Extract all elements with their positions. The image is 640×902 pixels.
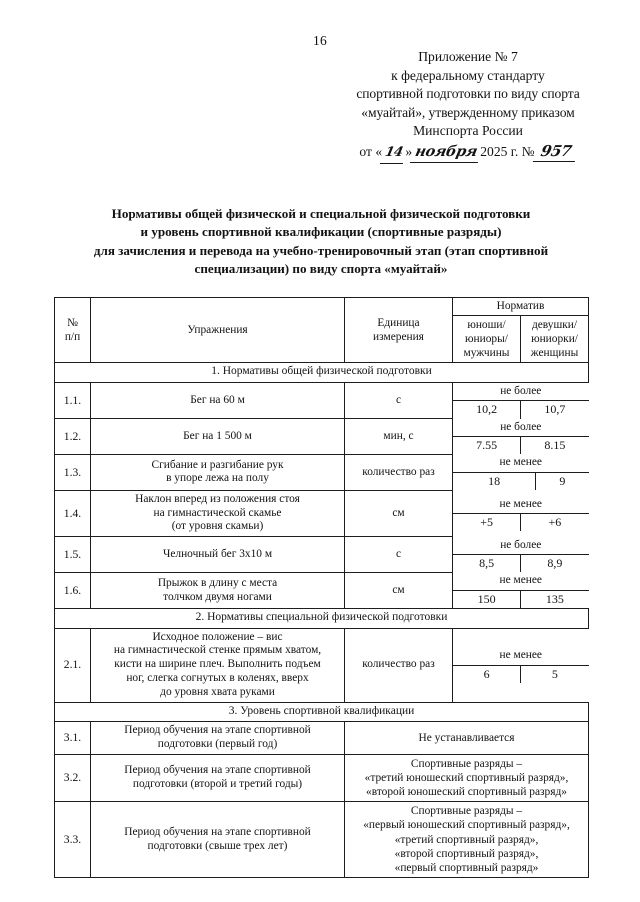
header-norm: Норматив	[453, 298, 589, 316]
table-body	[55, 363, 589, 878]
row-comparator: не менее	[453, 496, 589, 514]
page-number: 16	[313, 33, 327, 48]
row-unit: мин, с	[345, 419, 453, 455]
appendix-reference-block	[318, 48, 618, 164]
header-number-line-1: №	[67, 317, 78, 330]
table-header-row	[55, 298, 589, 316]
row-norm-cell	[453, 628, 589, 702]
title-line-2: и уровень спортивной квалификации (спортивные разряды)	[140, 224, 502, 240]
header-unit-line-1: Единица	[377, 317, 420, 330]
qualification-line-2: «третий юношеский спортивный разряд»,	[364, 771, 569, 784]
row-number: 3.2.	[55, 754, 91, 802]
row-number: 1.1.	[55, 382, 91, 418]
row-value-female: +6	[548, 514, 562, 529]
table-row	[55, 490, 589, 536]
qualification-line-3: «третий спортивный разряд»,	[394, 833, 539, 846]
exercise-line-1: Период обучения на этапе спортивной	[124, 724, 311, 737]
row-exercise	[91, 537, 345, 573]
section-heading-row	[55, 363, 589, 382]
row-value-male: 7.55	[453, 437, 521, 455]
title-line-4: специализации) по виду спорта «муайтай»	[194, 261, 448, 277]
row-norm-cell	[453, 454, 589, 490]
header-male-line-3: мужчины	[463, 347, 510, 360]
row-qualification	[345, 802, 589, 878]
exercise-line-2: на гимнастической стенке прямым хватом,	[113, 644, 322, 657]
row-number: 1.5.	[55, 537, 91, 573]
qualification-line-1: Спортивные разряды –	[410, 757, 523, 770]
appendix-line-1: Приложение № 7	[418, 49, 518, 64]
row-exercise	[91, 419, 345, 455]
row-comparator: не менее	[453, 454, 589, 472]
row-number: 3.1.	[55, 722, 91, 755]
qualification-line-3: «второй юношеский спортивный разряд»	[366, 786, 567, 799]
row-value-male: +5	[453, 513, 521, 531]
exercise-line-2: толчком двумя ногами	[163, 590, 272, 603]
exercise-line-1: Прыжок в длину с места	[157, 576, 278, 589]
header-female-group	[521, 316, 589, 363]
exercise-line-1: Бег на 60 м	[190, 393, 245, 406]
section-heading: 2. Нормативы специальной физической подготовки	[55, 609, 589, 628]
document-title	[56, 205, 586, 279]
row-exercise	[91, 802, 345, 878]
row-number: 1.4.	[55, 490, 91, 536]
row-exercise	[91, 722, 345, 755]
row-number: 3.3.	[55, 802, 91, 878]
header-unit-line-2: измерения	[373, 331, 424, 344]
appendix-line-2: к федеральному стандарту	[391, 67, 545, 83]
row-unit: см	[345, 572, 453, 608]
standards-table	[54, 297, 589, 878]
row-comparator: не менее	[453, 572, 589, 590]
row-norm-cell	[453, 419, 589, 455]
appendix-line-5: Минспорта России	[413, 123, 523, 139]
row-exercise	[91, 572, 345, 608]
table-row	[55, 754, 589, 802]
header-number-line-2: п/п	[64, 331, 81, 344]
row-exercise	[91, 454, 345, 490]
row-value-female: 8,9	[547, 556, 563, 571]
row-value-female: 5	[551, 666, 558, 681]
row-value-female: 10,7	[544, 402, 566, 417]
header-exercise: Упражнения	[91, 298, 345, 363]
section-heading: 1. Нормативы общей физической подготовки	[55, 363, 589, 382]
header-female-line-3: женщины	[530, 347, 579, 360]
table-row	[55, 628, 589, 702]
row-comparator: не менее	[453, 647, 589, 665]
exercise-line-1: Период обучения на этапе спортивной	[124, 764, 311, 777]
date-quote-close: »	[405, 143, 413, 159]
exercise-line-1: Исходное положение – вис	[152, 630, 283, 643]
table-row	[55, 802, 589, 878]
appendix-date-line	[318, 142, 618, 164]
appendix-line-4: «муайтай», утвержденному приказом	[361, 104, 575, 120]
title-line-1: Нормативы общей физической и специальной физической подготовки	[111, 206, 531, 221]
row-value-male: 10,2	[453, 401, 521, 419]
exercise-line-1: Период обучения на этапе спортивной	[124, 825, 311, 838]
row-comparator: не более	[453, 537, 589, 555]
exercise-line-1: Сгибание и разгибание рук	[151, 458, 284, 471]
qualification-line-4: «второй спортивный разряд»,	[394, 847, 539, 860]
exercise-line-2: на гимнастической скамье	[153, 506, 282, 519]
header-male-line-2: юниоры/	[465, 333, 508, 346]
table-row	[55, 722, 589, 755]
row-exercise	[91, 628, 345, 702]
date-prefix: от «	[359, 143, 383, 159]
section-heading-row	[55, 609, 589, 628]
row-comparator: не более	[453, 383, 589, 401]
row-comparator: не более	[453, 419, 589, 437]
table-row	[55, 419, 589, 455]
row-unit: количество раз	[345, 628, 453, 702]
qualification-line-1: Не устанавливается	[418, 731, 515, 744]
title-line-3: для зачисления и перевода на учебно-тренировочный этап (этап спортивной	[93, 242, 549, 258]
row-value-male: 6	[453, 665, 521, 683]
exercise-line-5: до уровня хвата руками	[160, 685, 275, 698]
appendix-line-3: спортивной подготовки по виду спорта	[356, 86, 580, 102]
exercise-line-4: ног, слегка согнутых в коленях, вверх	[126, 672, 309, 685]
row-exercise	[91, 382, 345, 418]
header-unit	[345, 298, 453, 363]
row-unit: с	[345, 537, 453, 573]
header-female-line-2: юниорки/	[531, 333, 578, 346]
table-row	[55, 537, 589, 573]
row-number: 1.3.	[55, 454, 91, 490]
row-value-male: 18	[453, 472, 536, 490]
row-qualification	[345, 722, 589, 755]
row-unit: с	[345, 382, 453, 418]
header-male-line-1: юноши/	[467, 319, 506, 332]
exercise-line-1: Бег на 1 500 м	[183, 429, 252, 442]
exercise-line-1: Челночный бег 3х10 м	[162, 547, 273, 560]
exercise-line-2: подготовки (первый год)	[157, 737, 278, 750]
row-exercise	[91, 754, 345, 802]
exercise-line-3: (от уровня скамьи)	[171, 520, 264, 533]
header-female-line-1: девушки/	[531, 319, 578, 332]
qualification-line-2: «первый юношеский спортивный разряд»,	[363, 819, 570, 832]
table-row	[55, 382, 589, 418]
section-heading-row	[55, 702, 589, 721]
section-heading: 3. Уровень спортивной квалификации	[55, 702, 589, 721]
exercise-line-2: подготовки (второй и третий годы)	[132, 777, 303, 790]
row-norm-cell	[453, 572, 589, 608]
handwritten-day: 14	[380, 144, 407, 164]
date-year-and-number-label: 2025 г. №	[480, 143, 535, 159]
row-value-female: 135	[545, 591, 564, 606]
header-number	[55, 298, 91, 363]
qualification-line-1: Спортивные разряды –	[410, 805, 523, 818]
qualification-line-5: «первый спортивный разряд»	[394, 862, 539, 875]
row-value-male: 8,5	[453, 555, 521, 573]
row-value-female: 9	[559, 473, 566, 488]
row-number: 1.6.	[55, 572, 91, 608]
handwritten-month: ноября	[410, 143, 482, 163]
handwritten-order-number: 957	[533, 142, 579, 162]
row-norm-cell	[453, 382, 589, 418]
row-norm-cell	[453, 537, 589, 573]
exercise-line-2: подготовки (свыше трех лет)	[147, 839, 288, 852]
row-value-male: 150	[453, 590, 521, 608]
row-unit: см	[345, 490, 453, 536]
row-number: 1.2.	[55, 419, 91, 455]
exercise-line-3: кисти на ширине плеч. Выполнить подъем	[114, 658, 321, 671]
table-row	[55, 572, 589, 608]
row-norm-cell	[453, 490, 589, 536]
header-male-group	[453, 316, 521, 363]
row-number: 2.1.	[55, 628, 91, 702]
row-unit: количество раз	[345, 454, 453, 490]
table-head	[55, 298, 589, 363]
row-exercise	[91, 490, 345, 536]
row-value-female: 8.15	[544, 438, 566, 453]
row-qualification	[345, 754, 589, 802]
exercise-line-2: в упоре лежа на полу	[166, 472, 269, 485]
exercise-line-1: Наклон вперед из положения стоя	[135, 492, 300, 505]
table-row	[55, 454, 589, 490]
